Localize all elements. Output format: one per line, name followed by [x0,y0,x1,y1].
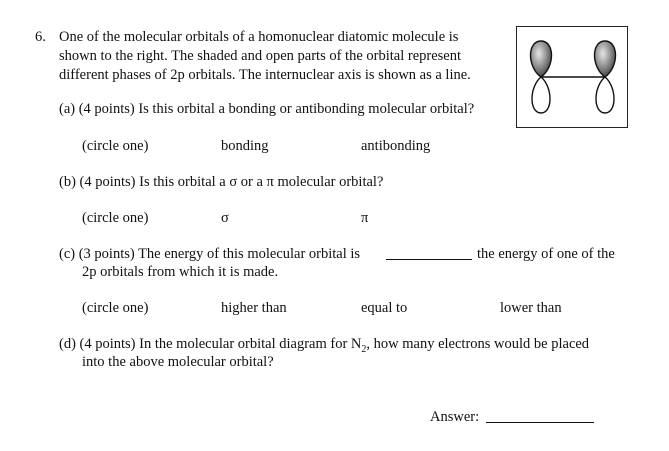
intro-line-2: shown to the right. The shaded and open parts of the orbital represent [59,48,461,64]
part-c-line-2: 2p orbitals from which it is made. [82,264,279,280]
left-shaded-lobe [531,41,552,77]
part-d-prompt-start: (d) (4 points) In the molecular orbital diagram for N [59,336,362,352]
option-sigma[interactable]: σ [221,210,229,226]
option-antibonding[interactable]: antibonding [361,138,431,154]
part-c-circle-label: (circle one) [82,300,149,316]
part-c-prompt-end: the energy of one of the [477,246,615,262]
option-bonding[interactable]: bonding [221,138,269,154]
intro-line-3: different phases of 2p orbitals. The internuclear axis is shown as a line. [59,67,471,83]
part-d-prompt-end: , how many electrons would be placed [366,336,590,352]
answer-blank[interactable] [486,408,594,428]
part-b-prompt: (b) (4 points) Is this orbital a σ or a π molecular orbital? [59,174,384,190]
option-lower-than[interactable]: lower than [500,300,562,316]
right-shaded-lobe [595,41,616,77]
option-equal-to[interactable]: equal to [361,300,408,316]
part-c-prompt-start: (c) (3 points) The energy of this molecular orbital is [59,246,361,262]
orbital-figure [516,26,628,128]
answer-label: Answer: [430,409,480,425]
right-open-lobe [596,77,614,113]
part-d-subscript: 2 [361,343,367,355]
part-a-circle-label: (circle one) [82,138,149,154]
part-d-prompt-line-2: into the above molecular orbital? [82,354,274,370]
question-number: 6. [35,29,46,45]
intro-line-1: One of the molecular orbitals of a homonuclear diatomic molecule is [59,29,459,45]
pi-antibonding-orbital-diagram [517,27,627,127]
part-b-circle-label: (circle one) [82,210,149,226]
part-d-prompt-line-1 [59,335,589,353]
part-a-prompt: (a) (4 points) Is this orbital a bonding or antibonding molecular orbital? [59,101,475,117]
option-higher-than[interactable]: higher than [221,300,287,316]
left-open-lobe [532,77,550,113]
part-c-blank[interactable] [386,245,472,265]
option-pi[interactable]: π [361,210,369,226]
